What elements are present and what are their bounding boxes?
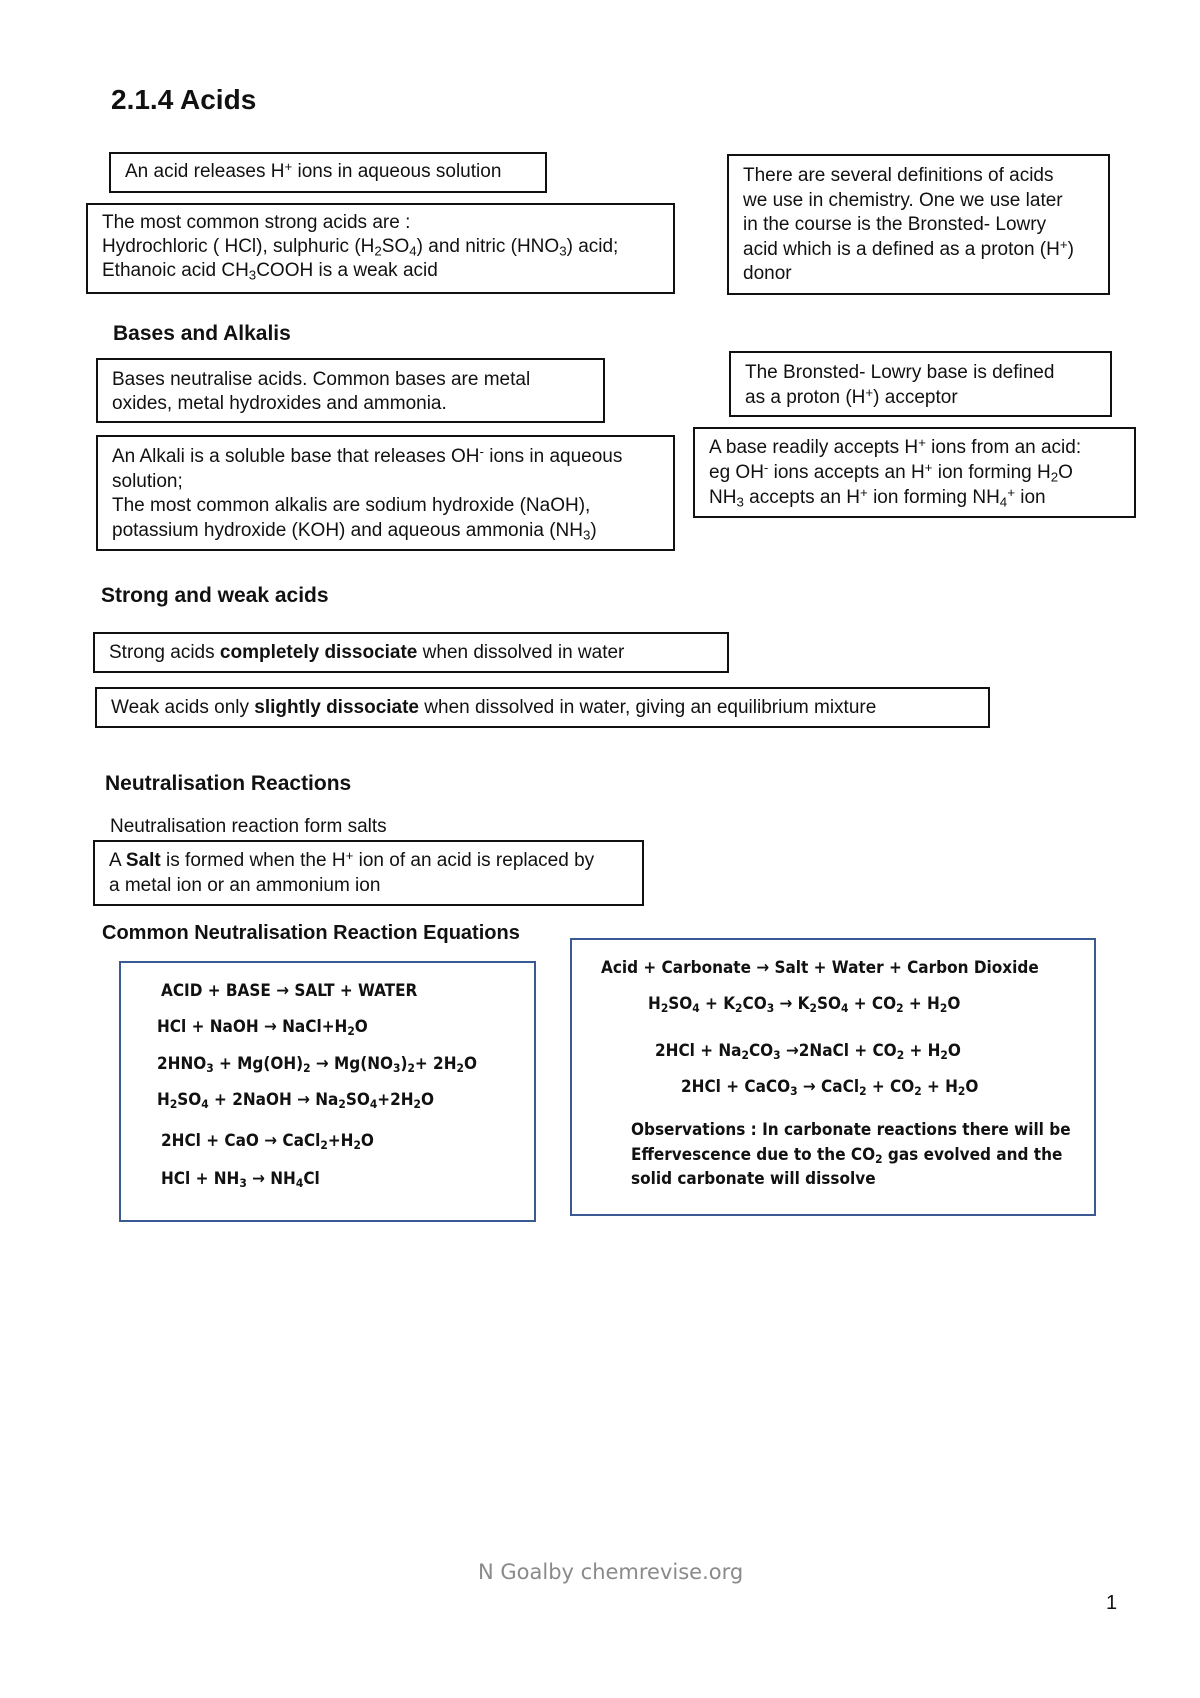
page-number: 1 — [1106, 1592, 1118, 1614]
strong-acids-line3: Ethanoic acid $CH_3COOH$ is a weak acid — [102, 260, 438, 283]
strong-acids-line2: Hydrochloric ( HCl), sulphuric $(H_2SO_4)$ and nitric $(HNO_3)$ acid; — [102, 236, 619, 259]
arrow-icon: → — [264, 1131, 278, 1151]
alkali-line2: solution; — [112, 470, 183, 492]
acid-definition-box — [109, 152, 547, 193]
bases-line1: Bases neutralise acids. Common bases are metal — [112, 369, 531, 390]
arrow-icon: → — [785, 1041, 799, 1061]
bronsted-base-box — [729, 351, 1112, 417]
weak-dissociate-bold: slightly dissociate — [254, 697, 420, 718]
bronsted-acid-box — [727, 154, 1110, 295]
bronsted-base-line2: as a proton (H+) acceptor — [745, 385, 958, 408]
strong-dissociate-bold: completely dissociate — [219, 642, 418, 663]
strong-weak-heading: Strong and weak acids — [101, 584, 329, 607]
equation-hcl-na2co3: $2HCl + Na_2CO_3$ →2NaCl + $CO_2 + H_2O$ — [655, 1041, 961, 1062]
base-accepts-line3: $NH_3$ accepts an H+ ion forming $NH_4^+$ ion — [709, 485, 1046, 510]
observations-text: Observations : In carbonate reactions there will be Effervescence due to the $CO_2$ gas evolved and the solid carbonate will dissolve — [631, 1120, 1071, 1189]
acid-definition-sup: + — [284, 159, 293, 175]
carbonate-general-equation: Acid + Carbonate → Salt + Water + Carbon Dioxide — [601, 958, 1039, 978]
equation-acid-base: ACID + BASE → SALT + WATER — [161, 981, 418, 1001]
equation-hcl-caco3: 2HCl + CaCO$_3$ → CaCl$_2$ + $CO_2 + H_2O$ — [681, 1077, 979, 1098]
acid-definition-pre: An acid releases H — [125, 161, 285, 182]
neutralisation-text: Neutralisation reaction form salts — [110, 816, 387, 837]
base-accepts-box — [693, 427, 1136, 518]
bases-box — [96, 358, 605, 423]
bases-line2: oxides, metal hydroxides and ammonia. — [112, 393, 447, 414]
arrow-icon: → — [315, 1054, 329, 1074]
bronsted-acid-line1: There are several definitions of acids — [743, 165, 1054, 186]
alkali-line4: potassium hydroxide (KOH) and aqueous ammonia $(NH_3)$ — [112, 519, 597, 542]
strong-acids-box — [86, 203, 675, 294]
salt-line2: a metal ion or an ammonium ion — [109, 875, 381, 896]
arrow-icon: → — [297, 1090, 310, 1110]
right-equations-box — [570, 938, 1096, 1216]
bronsted-acid-line3: in the course is the Bronsted- Lowry — [743, 214, 1047, 235]
bronsted-acid-line5: donor — [743, 263, 792, 284]
left-equations-box — [119, 961, 536, 1222]
equation-h2so4-naoh: $H_2SO_4$ + 2NaOH → $Na_2SO_4+2H_2O$ — [157, 1090, 434, 1111]
arrow-icon: → — [802, 1077, 816, 1097]
neutralisation-heading: Neutralisation Reactions — [105, 772, 352, 795]
salt-box — [93, 840, 644, 906]
footer-credit: N Goalby chemrevise.org — [478, 1560, 744, 1584]
alkali-box — [96, 435, 675, 551]
bronsted-acid-line2: we use in chemistry. One we use later — [743, 189, 1063, 211]
base-accepts-line1: A base readily accepts H+ ions from an acid: — [709, 435, 1082, 458]
strong-dissociate-box: Strong acids completely dissociate when dissolved in water — [93, 632, 729, 673]
strong-acids-line1: The most common strong acids are : — [102, 212, 411, 233]
salt-line1: A Salt is formed when the H+ ion of an acid is replaced by — [109, 848, 595, 871]
equation-hcl-nh3: HCl + $NH_3 \to NH_4Cl$ — [161, 1169, 320, 1190]
arrow-icon: → — [756, 958, 770, 978]
bronsted-base-line1: The Bronsted- Lowry base is defined — [745, 362, 1055, 383]
equation-hcl-cao: 2HCl + CaO → $CaCl_2+H_2O$ — [161, 1131, 374, 1152]
arrow-icon: → — [779, 994, 793, 1014]
equation-hno3-mgoh2: $2HNO_3 + Mg(OH)_2 \to Mg(NO_3)_2+ 2H_2O$ — [157, 1054, 477, 1075]
bases-heading: Bases and Alkalis — [113, 322, 291, 345]
arrow-icon: → — [252, 1169, 265, 1189]
acid-definition-post: ions in aqueous solution — [292, 161, 502, 182]
alkali-line3: The most common alkalis are sodium hydroxide (NaOH), — [112, 495, 591, 516]
base-accepts-line2: eg OH- ions accepts an H+ ion forming $H_2O$ — [709, 460, 1073, 485]
equation-h2so4-k2co3: $H_2SO_4 + K_2CO_3 \to K_2SO_4 + CO_2 + H_2O$ — [648, 994, 961, 1015]
arrow-icon: → — [263, 1017, 277, 1037]
weak-dissociate-box: Weak acids only slightly dissociate when dissolved in water, giving an equilibrium mixture — [95, 687, 990, 728]
page-title: 2.1.4 Acids — [111, 84, 257, 115]
equation-hcl-naoh: HCl + NaOH → $NaCl+H_2O$ — [157, 1017, 368, 1038]
common-equations-heading: Common Neutralisation Reaction Equations — [102, 922, 520, 944]
arrow-icon: → — [276, 981, 290, 1001]
alkali-line1: An Alkali is a soluble base that releases OH- ions in aqueous — [112, 444, 623, 467]
bronsted-acid-line4: acid which is a defined as a proton (H+) — [743, 236, 1074, 260]
